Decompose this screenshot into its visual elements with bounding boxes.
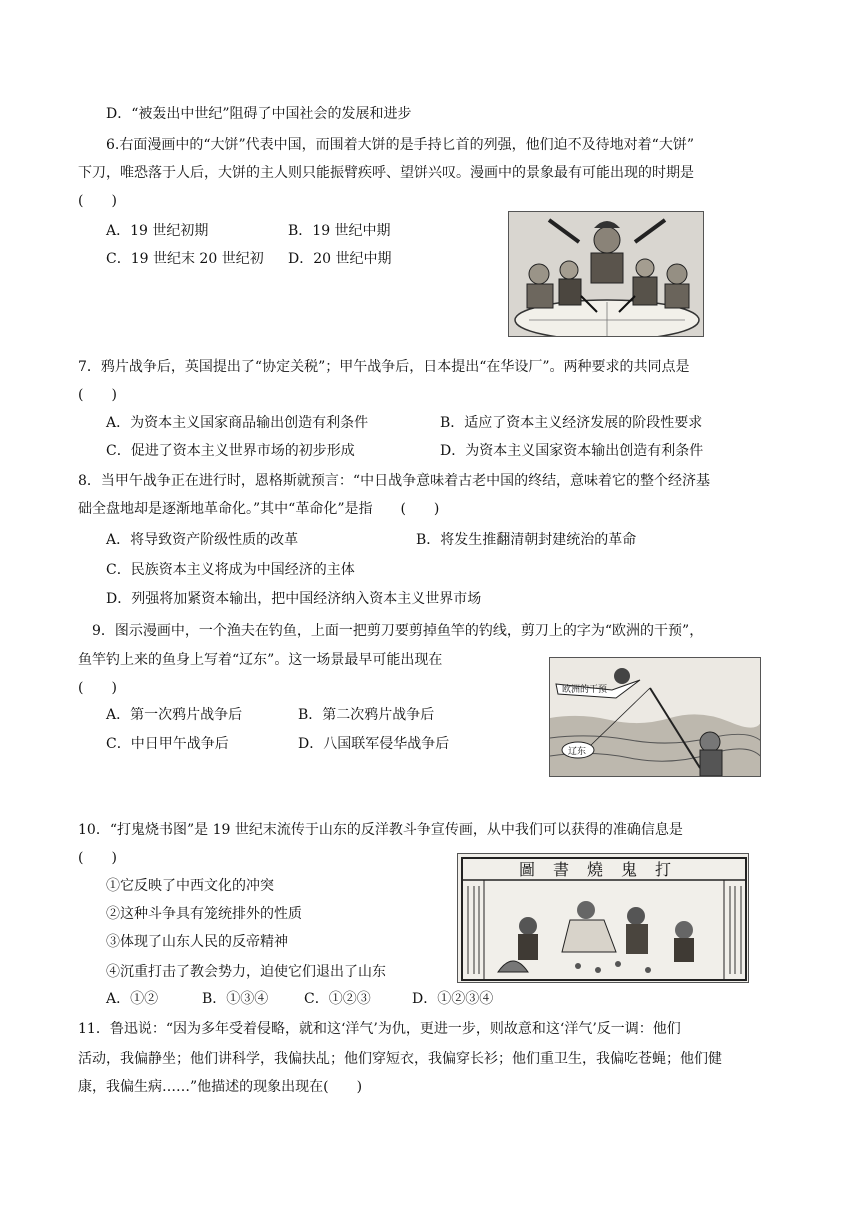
q9-fig-fish-label: 辽东 — [568, 747, 587, 757]
q9-option-a: A．第一次鸦片战争后 — [106, 707, 243, 723]
q10-option-a: A．①② — [106, 991, 159, 1007]
q6-option-b: B．19 世纪中期 — [288, 223, 391, 239]
q6-cartoon-pie-image — [508, 211, 704, 337]
q10-stem-line-1: 10．“打鬼烧书图”是 19 世纪末流传于山东的反洋教斗争宣传画，从中我们可以获得的准确信息是 — [78, 822, 683, 838]
q9-option-b: B．第二次鸦片战争后 — [298, 707, 435, 723]
q10-dagui-shaoshu-image — [457, 853, 749, 983]
q7-option-d: D．为资本主义国家资本输出创造有利条件 — [440, 443, 704, 459]
q6-option-d: D．20 世纪中期 — [288, 251, 392, 267]
q10-option-d: D．①②③④ — [412, 991, 494, 1007]
q7-stem-line-1: 7．鸦片战争后，英国提出了“协定关税”；甲午战争后，日本提出“在华设厂”。两种要求的共同点是 — [78, 359, 690, 375]
q11-stem-line-1: 11．鲁迅说：“因为多年受着侵略，就和这‘洋气’为仇，更进一步，则故意和这‘洋气’反一调：他们 — [78, 1021, 681, 1037]
q5-option-d: D．“被轰出中世纪”阻碍了中国社会的发展和进步 — [106, 106, 412, 122]
q11-stem-line-2: 活动，我偏静坐；他们讲科学，我偏扶乩；他们穿短衣，我偏穿长衫；他们重卫生，我偏吃苍蝇；他们健 — [78, 1051, 722, 1067]
q7-answer-blank: ( ) — [78, 387, 117, 403]
q10-option-c: C．①②③ — [304, 991, 371, 1007]
q7-option-a: A．为资本主义国家商品输出创造有利条件 — [106, 415, 369, 431]
q10-statement-2: ②这种斗争具有笼统排外的性质 — [106, 906, 302, 922]
q9-cartoon-fisherman-image — [549, 657, 761, 777]
q9-answer-blank: ( ) — [78, 680, 117, 696]
q8-option-c: C．民族资本主义将成为中国经济的主体 — [106, 562, 355, 578]
q6-option-c: C．19 世纪末 20 世纪初 — [106, 251, 264, 267]
q11-stem-line-3: 康，我偏生病……”他描述的现象出现在( ) — [78, 1079, 363, 1095]
q6-option-a: A．19 世纪初期 — [106, 223, 209, 239]
q9-option-c: C．中日甲午战争后 — [106, 736, 229, 752]
q10-fig-title: 圖書燒鬼打 — [518, 860, 690, 879]
q8-option-a: A．将导致资产阶级性质的改革 — [106, 532, 299, 548]
q9-stem-line-2: 鱼竿钓上来的鱼身上写着“辽东”。这一场景最早可能出现在 — [78, 652, 443, 668]
q8-stem-line-1: 8．当甲午战争正在进行时，恩格斯就预言：“中日战争意味着古老中国的终结，意味着它的整个经济基 — [78, 473, 711, 489]
q10-statement-1: ①它反映了中西文化的冲突 — [106, 878, 274, 894]
q10-answer-blank: ( ) — [78, 850, 117, 866]
q8-stem-line-2: 础全盘地却是逐渐地革命化。”其中“革命化”是指 ( ) — [78, 501, 440, 517]
q7-option-c: C．促进了资本主义世界市场的初步形成 — [106, 443, 355, 459]
q8-option-d: D．列强将加紧资本输出，把中国经济纳入资本主义世界市场 — [106, 591, 482, 607]
q10-option-b: B．①③④ — [202, 991, 269, 1007]
q10-statement-4: ④沉重打击了教会势力，迫使它们退出了山东 — [106, 964, 386, 980]
q9-fig-scissors-label: 欧洲的干预 — [562, 685, 608, 695]
q6-stem-line-1: 6.右面漫画中的“大饼”代表中国，而围着大饼的是手持匕首的列强，他们迫不及待地对着“大饼” — [106, 137, 694, 153]
q6-stem-line-2: 下刀，唯恐落于人后，大饼的主人则只能振臂疾呼、望饼兴叹。漫画中的景象最有可能出现的时期是 — [78, 165, 694, 181]
q7-option-b: B．适应了资本主义经济发展的阶段性要求 — [440, 415, 703, 431]
q6-answer-blank: ( ) — [78, 193, 117, 209]
q9-option-d: D．八国联军侵华战争后 — [298, 736, 450, 752]
q8-option-b: B．将发生推翻清朝封建统治的革命 — [416, 532, 637, 548]
q10-statement-3: ③体现了山东人民的反帝精神 — [106, 934, 288, 950]
q9-stem-line-1: 9．图示漫画中，一个渔夫在钓鱼，上面一把剪刀要剪掉鱼竿的钓线，剪刀上的字为“欧洲的干预”， — [92, 623, 704, 639]
